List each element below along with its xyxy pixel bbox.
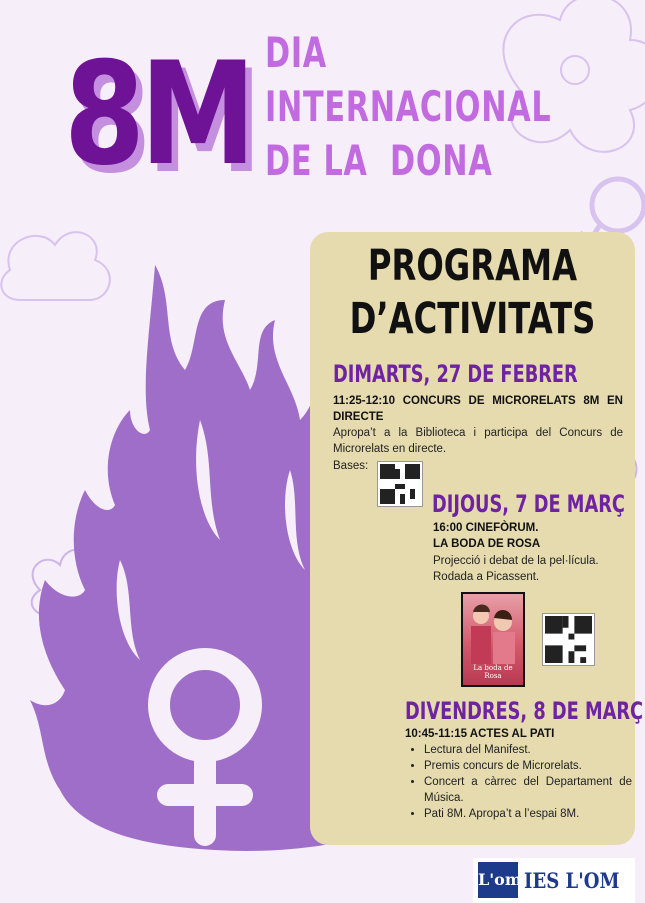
movie-poster [461, 592, 525, 687]
list-item: • Pati 8M. Apropa’t a l’espai 8M. [424, 806, 632, 822]
school-name: IES L'OM [524, 868, 620, 893]
day1-heading: DIMARTS, 27 DE FEBRER [333, 360, 578, 388]
day2-event-line-1: 16:00 CINEFÒRUM. [433, 522, 539, 534]
poster-figures-icon [463, 594, 523, 664]
title-line-1: DIA [265, 28, 327, 77]
qr-pattern-icon [380, 464, 420, 504]
event-title [265, 26, 551, 188]
list-item: • Premis concurs de Microrelats. [424, 758, 632, 774]
big-8m-title: 8M [64, 32, 252, 197]
day2-description: Projecció i debat de la pel·lícula. Rodada a Picassent. [433, 555, 599, 583]
program-title [332, 240, 613, 346]
qr-code-bases[interactable] [378, 462, 422, 506]
title-line-2: INTERNACIONAL [265, 82, 552, 131]
day1-event: 11:25-12:10 CONCURS DE MICRORELATS 8M EN DIRECTE [333, 395, 623, 423]
program-title-line-2: D’ACTIVITATS [349, 294, 596, 344]
qr-pattern-icon-2 [545, 616, 592, 663]
day3-heading: DIVENDRES, 8 DE MARÇ [405, 697, 644, 725]
title-line-3: DE LA DONA [265, 136, 493, 185]
school-logo-mark: L'om [478, 862, 518, 898]
day3-event: 10:45-11:15 ACTES AL PATI [405, 728, 555, 740]
day1-bases-label: Bases: [333, 460, 369, 472]
program-title-line-1: PROGRAMA [367, 241, 578, 291]
cloud-outline-icon [1, 232, 110, 300]
day2-event-line-2: LA BODA DE ROSA [433, 538, 541, 550]
day2-heading: DIJOUS, 7 DE MARÇ [432, 490, 625, 518]
day1-description: Apropa’t a la Biblioteca i participa del Concurs de Microrelats en directe. [333, 427, 623, 455]
list-item: • Concert a càrrec del Departament de Música. [424, 774, 632, 806]
qr-code-film[interactable] [543, 614, 594, 665]
list-item: • Lectura del Manifest. [424, 742, 632, 758]
poster-title: La boda de Rosa [473, 664, 513, 680]
day3-activity-list [408, 742, 632, 822]
